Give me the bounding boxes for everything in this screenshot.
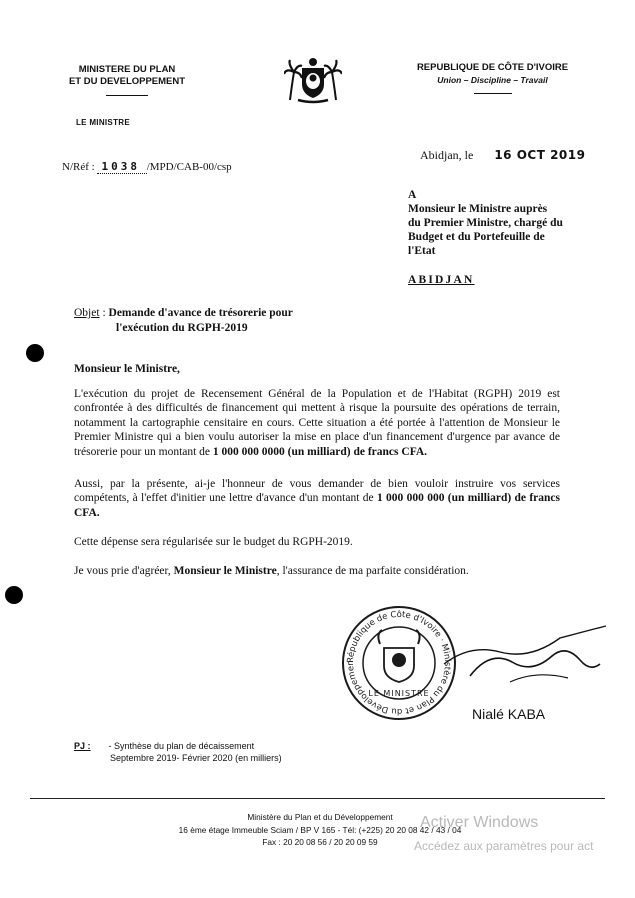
footer-divider xyxy=(30,798,605,799)
windows-activation-watermark: Activer Windows xyxy=(420,814,539,831)
closing-paragraph xyxy=(74,564,560,578)
paragraph-amount: 1 000 000 000 (un milliard) de francs CFA. xyxy=(74,492,560,519)
date-place: Abidjan, le xyxy=(420,148,474,162)
salutation: Monsieur le Ministre, xyxy=(74,363,180,375)
ministry-header xyxy=(52,64,202,96)
footer-fax: Fax : 20 20 08 56 / 20 20 09 59 xyxy=(262,837,378,847)
republic-divider xyxy=(474,93,512,94)
subject-label: Objet xyxy=(74,307,100,319)
reference-suffix: /MPD/CAB-00/csp xyxy=(146,161,232,173)
body-paragraph-1 xyxy=(74,387,560,459)
recipient-to: A xyxy=(408,189,417,201)
body-paragraph-2 xyxy=(74,477,560,520)
paragraph-text: L'exécution du projet de Recensement Général de la Population et de l'Habitat (RGPH) 2019 est confrontée à des difficultés de financement qui mettent à risque la poursuite des opérations de terrain, notamment la cartographie censitaire en cours. Cette situation a été portée à l'attention de Monsieur le Premier Ministre qui a bien voulu autoriser la mise en place d'un financement d'urgence par avance de trésorerie pour un montant de xyxy=(74,388,560,458)
date-line xyxy=(420,148,585,163)
recipient-line: l'Etat xyxy=(408,245,436,257)
recipient-line: Budget et du Portefeuille de xyxy=(408,231,545,243)
reference-line xyxy=(62,160,232,173)
closing-addressee: Monsieur le Ministre xyxy=(173,565,277,577)
attachment-item: - Synthèse du plan de décaissement xyxy=(108,741,255,751)
recipient-line: du Premier Ministre, chargé du xyxy=(408,217,563,229)
reference-number-field xyxy=(97,161,146,174)
closing-text: Je vous prie d'agréer, xyxy=(74,565,174,577)
header-divider xyxy=(106,95,148,96)
subject-block: Objet : Demande d'avance de trésorerie pour l'exécution du RGPH-2019 xyxy=(74,306,394,336)
republic-header xyxy=(400,62,585,94)
handwritten-signature xyxy=(440,616,610,696)
subject-text-line1: Demande d'avance de trésorerie pour xyxy=(108,307,293,319)
punch-hole xyxy=(5,586,23,604)
seal-ring-text: République de Côte d'Ivoire · Ministère du Plan et du Développemen xyxy=(345,609,453,717)
recipient-line: Monsieur le Ministre auprès xyxy=(408,203,548,215)
recipient-city: ABIDJAN xyxy=(408,274,475,286)
punch-hole xyxy=(26,344,44,362)
minister-label: LE MINISTRE xyxy=(76,118,130,127)
reference-number: 1038 xyxy=(101,160,140,173)
windows-activation-hint: Accédez aux paramètres pour act xyxy=(414,839,594,853)
republic-name: REPUBLIQUE DE CÔTE D'IVOIRE xyxy=(416,62,569,73)
signer-name: Nialé KABA xyxy=(472,706,546,722)
ministry-name-line1: MINISTERE DU PLAN xyxy=(78,64,176,75)
attachments-label: PJ : xyxy=(74,741,91,751)
coat-of-arms-icon xyxy=(284,56,342,104)
reference-label: N/Réf : xyxy=(62,161,95,173)
ministry-name-line2: ET DU DEVELOPPEMENT xyxy=(68,76,186,87)
attachment-item-detail: Septembre 2019- Février 2020 (en milliers) xyxy=(110,753,282,763)
attachments-block xyxy=(74,740,282,764)
paragraph-text: Aussi, par la présente, ai-je l'honneur de vous demander de bien vouloir instruire vos services compétents, à l'effet d'initier une lettre d'avance d'un montant de xyxy=(74,478,560,505)
subject-text-line2: l'exécution du RGPH-2019 xyxy=(116,322,248,334)
seal-center-text: LE MINISTRE xyxy=(368,689,430,698)
paragraph-amount: 1 000 000 0000 (un milliard) de francs CFA. xyxy=(212,445,428,458)
national-motto: Union – Discipline – Travail xyxy=(437,75,548,85)
body-paragraph-3: Cette dépense sera régularisée sur le budget du RGPH-2019. xyxy=(74,536,353,548)
recipient-block xyxy=(408,188,598,258)
footer-address: 16 ème étage Immeuble Sciam / BP V 165 - Tél: (+225) 20 20 08 42 / 43 / 04 xyxy=(178,824,462,835)
footer-ministry: Ministère du Plan et du Développement xyxy=(247,812,393,822)
date-stamp: 16 OCT 2019 xyxy=(494,148,586,162)
closing-text: , l'assurance de ma parfaite considération. xyxy=(276,565,469,577)
